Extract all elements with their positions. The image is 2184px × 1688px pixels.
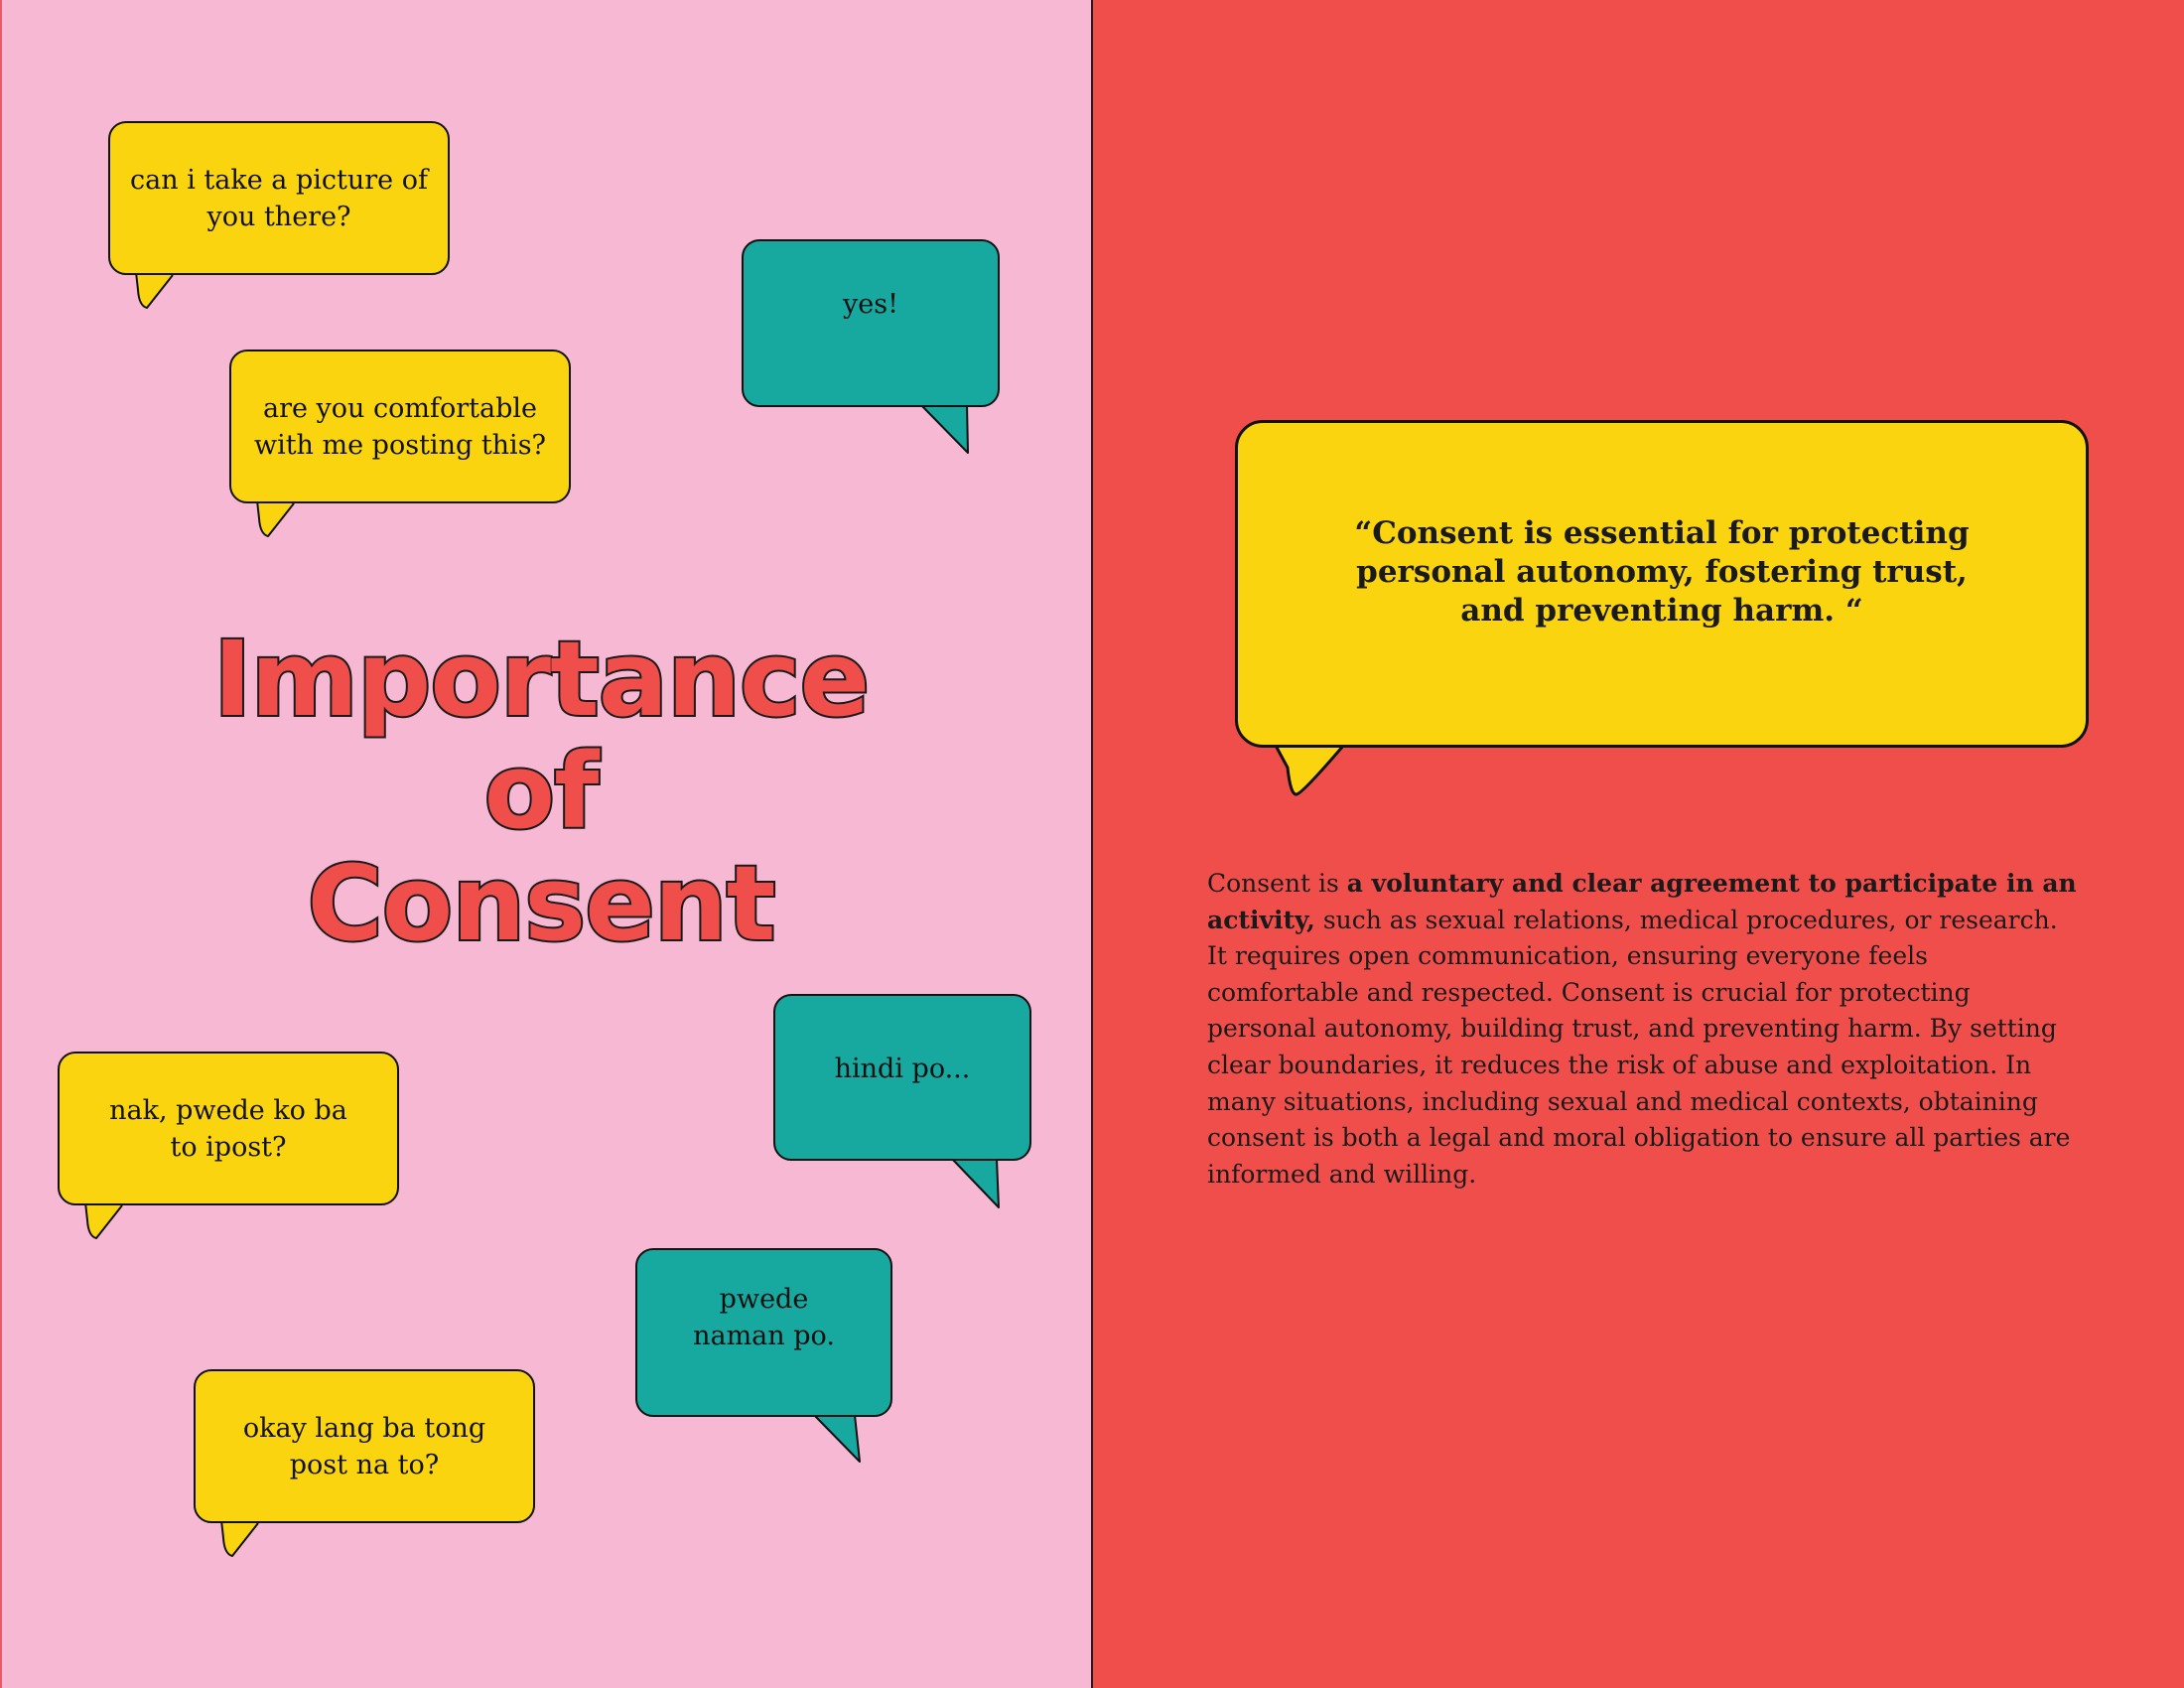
quote-box <box>1235 420 2089 748</box>
body-rest: such as sexual relations, medical procedures, or research. It requires open communication, ensuring everyone feels comfortable and respected. Consent is crucial for protecting personal autonomy, building trust, and preventing harm. By setting clear boundaries, it reduces the risk of abuse and exploitation. In many situations, including sexual and medical contexts, obtaining consent is both a legal and moral obligation to ensure all parties are informed and willing. <box>1207 905 2071 1189</box>
speech-bubble <box>58 1052 399 1205</box>
bubble-text: nak, pwede ko ba to ipost? <box>58 1052 399 1205</box>
bubble-text: pwede naman po. <box>635 1248 892 1417</box>
speech-bubble <box>635 1248 892 1417</box>
speech-bubble <box>773 994 1031 1161</box>
speech-bubble <box>742 239 1000 407</box>
speech-bubble <box>229 350 571 503</box>
body-paragraph <box>1207 866 2081 1193</box>
body-definition: a voluntary and clear agreement to participate in an activity, <box>1207 869 2077 934</box>
quote-text: “Consent is essential for protecting personal autonomy, fostering trust, and preventing harm. “ <box>1354 515 1970 629</box>
title-line: Importance <box>212 619 870 740</box>
bubble-text: are you comfortable with me posting this? <box>229 350 571 503</box>
body-intro: Consent is <box>1207 869 1347 898</box>
speech-bubble <box>194 1369 535 1523</box>
bubble-text: okay lang ba tong post na to? <box>194 1369 535 1523</box>
bubble-text: yes! <box>742 239 1000 407</box>
speech-bubble <box>108 121 450 275</box>
bubble-text: hindi po... <box>773 994 1031 1161</box>
quote-bubble <box>1235 420 2089 797</box>
bubble-text: can i take a picture of you there? <box>108 121 450 275</box>
page-title <box>149 619 933 964</box>
title-line: of <box>483 731 599 852</box>
title-line: Consent <box>307 843 775 964</box>
right-page <box>1093 0 2184 1688</box>
